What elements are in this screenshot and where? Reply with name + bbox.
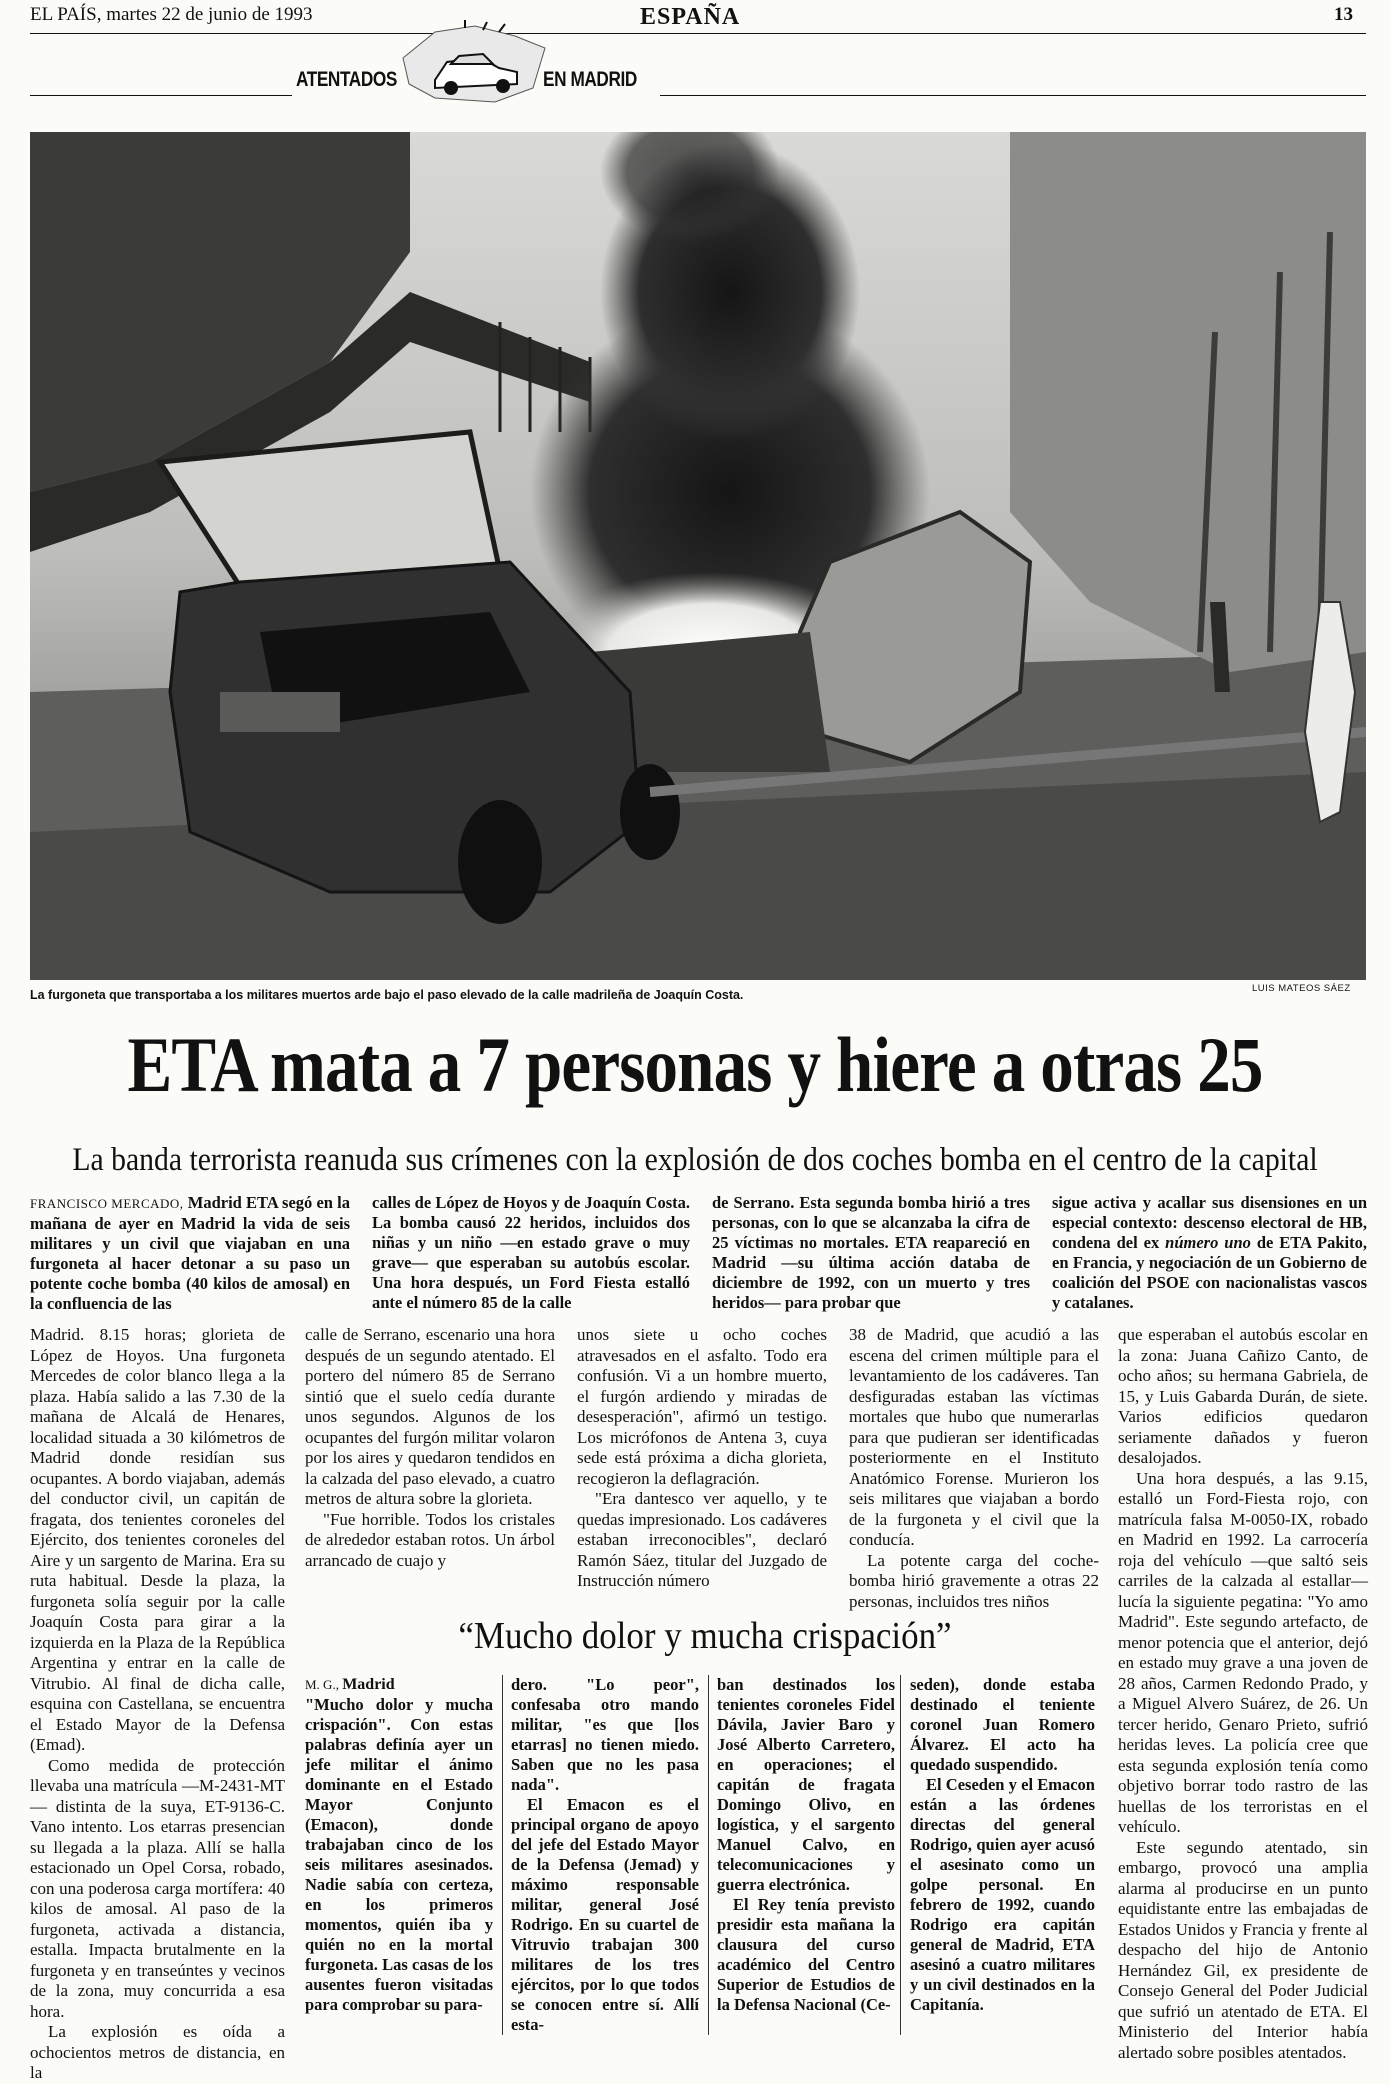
- body-column-4: [849, 1325, 1099, 1612]
- lead-column-4: [1052, 1193, 1367, 1313]
- column-rule: [900, 1675, 901, 2035]
- body-paragraph: "Era dantesco ver aquello, y te quedas impresionado. Los cadáveres estaban irreconocibles", declaró Ramón Sáez, titular del Juzgado de Instrucción número: [577, 1489, 827, 1590]
- byline-place: Madrid: [187, 1193, 242, 1212]
- lead-column-2: calles de López de Hoyos y de Joaquín Costa. La bomba causó 22 heridos, incluidos dos niñas y un niño —en estado grave o muy grave— que esperaban su autobús escolar. Una hora después, un Ford Fiesta estalló ante el número 85 de la calle: [372, 1193, 690, 1312]
- body-paragraph: 38 de Madrid, que acudió a las escena del crimen múltiple para el levantamiento de los cadáveres. Tan desfiguradas estaban las víctimas mortales que hubo que numerarlas para que pudieran ser identificadas posteriormente en el Instituto Anatómico Forense. Murieron los seis militares que viajaban a bordo de la furgoneta y el civil que la conducía.: [849, 1325, 1099, 1549]
- sidebar-paragraph: seden), donde estaba destinado el teniente coronel Juan Romero Álvarez. El acto ha quedado suspendido.: [910, 1675, 1095, 1774]
- lead-column-1: [30, 1193, 350, 1314]
- byline-author: FRANCISCO MERCADO,: [30, 1196, 184, 1211]
- explosion-scene-illustration: [30, 132, 1366, 980]
- body-paragraph: La explosión es oída a ochocientos metros de distancia, en la: [30, 2022, 285, 2082]
- body-paragraph: unos siete u ocho coches atravesados en el asfalto. Todo era confusión. Vi a un hombre muerto, el furgón ardiendo y miradas de desesperación", afirmó un testigo. Los micrófonos de Antena 3, cuya sede está próxima a dicha glorieta, recogieron la deflagración.: [577, 1325, 827, 1488]
- body-paragraph: "Fue horrible. Todos los cristales de alrededor estaban rotos. Un árbol arrancado de cuajo y: [305, 1509, 555, 1570]
- body-paragraph: La potente carga del coche-bomba hirió gravemente a otras 22 personas, incluidos tres niños: [849, 1550, 1099, 1611]
- main-photo: [30, 132, 1366, 980]
- lead-text-4a: sigue activa y acallar sus disensiones en un especial contexto: descenso electoral de HB, condena del ex: [1052, 1193, 1367, 1252]
- sidebar-column-1: [305, 1675, 493, 2015]
- lead-text-1: ETA segó en la mañana de ayer en Madrid la vida de seis militares y un civil que viajaban en una furgoneta al hacer detonar a su paso un potente coche bomba (40 kilos de amosal) en la confluencia de las: [30, 1193, 351, 1313]
- section-rule-right: [660, 95, 1366, 96]
- body-column-5: [1118, 1325, 1368, 2063]
- body-paragraph: Una hora después, a las 9.15, estalló un Ford-Fiesta rojo, con matrícula falsa M-0050-IX, robado en Madrid en 1992. La carrocería roja del vehículo —que saltó seis carriles de la calzada al estallar— lucía la siguiente pegatina: "Yo amo Madrid". Este segundo artefacto, de menor potencia que el anterior, dejó en estado muy grave a una joven de 28 años, Carmen Redondo Prado, y a Miguel Alvero Suárez, de 26. Un tercer herido, Genaro Prieto, sufrió heridas leves. La policía cree que esta segunda explosión tenía como objetivo borrar todo rastro de las huellas de los terroristas en el vehículo.: [1118, 1468, 1368, 1836]
- sidebar-byline-author: M. G.,: [305, 1677, 339, 1692]
- sidebar-byline: [305, 1675, 493, 1695]
- body-paragraph: que esperaban el autobús escolar en la zona: Juana Cañizo Canto, de ocho años; su hermana Gabriela, de 15, y Luis Gabarda Durán, de siete. Varios edificios quedaron seriamente dañados y fueron desalojados.: [1118, 1325, 1368, 1467]
- sidebar-paragraph: El Emacon es el principal organo de apoyo del jefe del Estado Mayor de la Defensa (Jemad) y máximo responsable militar, general José Rodrigo. En su cuartel de Vitruvio trabajan 300 militares de los tres ejércitos, por lo que todos se conocen entre sí. Allí esta-: [511, 1795, 699, 2034]
- sidebar-paragraph: dero. "Lo peor", confesaba otro mando militar, "es que [los etarras] no tienen miedo. Saben que no les pasa nada".: [511, 1675, 699, 1794]
- sidebar-title: “Mucho dolor y mucha crispación”: [458, 1615, 952, 1657]
- body-paragraph: Este segundo atentado, sin embargo, provocó una amplia alarma al producirse en un punto equidistante entre las embajadas de Estados Unidos y Francia y frente al despacho del hijo de Antonio Hernández Gil, ex presidente de Consejo General del Poder Judicial que sufrió un atentado de ETA. El Ministerio del Interior había alertado sobre posibles atentados.: [1118, 1837, 1368, 2062]
- section-tag-right: EN MADRID: [543, 68, 637, 91]
- section-rule-left: [30, 95, 292, 96]
- body-paragraph: Madrid. 8.15 horas; glorieta de López de Hoyos. Una furgoneta Mercedes de color blanco llega a la plaza. Había salido a las 7.30 de la mañana de Alcalá de Henares, localidad situada a 30 kilómetros de Madrid donde residían sus ocupantes. A bordo viajaban, además del conductor civil, un capitán de fragata, dos tenientes coroneles del Ejército, dos tenientes coroneles del Aire y un sargento de Marina. Era su ruta habitual. Desde la plaza, la furgoneta solía seguir por la calle Joaquín Costa para girar a la izquierda en la Plaza de la República Argentina y entrar en la calle de Vitrubio. Al final de dicha calle, esquina con Castellana, se encuentra el Estado Mayor de la Defensa (Emad).: [30, 1325, 285, 1754]
- sidebar-column-4: [910, 1675, 1095, 2015]
- section-tag-left: ATENTADOS: [296, 68, 397, 91]
- sidebar-paragraph: "Mucho dolor y mucha crispación". Con estas palabras definía ayer un jefe militar el ánimo dominante en el Estado Mayor Conjunto (Emacon), donde trabajaban cinco de los seis militares asesinados. Nadie sabía con certeza, en los primeros momentos, quién iba y quién no en la mortal furgoneta. Las casas de los ausentes fueron visitadas para comprobar su para-: [305, 1695, 493, 2014]
- column-rule: [708, 1675, 709, 2035]
- column-rule: [502, 1675, 503, 2035]
- sidebar-column-2: [511, 1675, 699, 2035]
- body-paragraph: Como medida de protección llevaba una matrícula —M-2431-MT— distinta de la suya, ET-9136-C. Vano intento. Los etarras presencian su llegada a la plaza. Allí se halla estacionado un Opel Corsa, robado, con una poderosa carga mortífera: 40 kilos de amosal. Al paso de la furgoneta, activada a distancia, estalla. Impacta brutalmente en la furgoneta y en transeúntes y vecinos de la zona, muy concurrida a esa hora.: [30, 1755, 285, 2021]
- sidebar-paragraph: El Rey tenía previsto presidir esta mañana la clausura del curso académico del Centro Superior de Estudios de la Defensa Nacional (Ce-: [717, 1895, 895, 2014]
- sidebar-byline-place: Madrid: [342, 1676, 395, 1693]
- sidebar-paragraph: ban destinados los tenientes coroneles Fidel Dávila, Javier Baro y José Alberto Carretero, en operaciones; el capitán de fragata Domingo Olivo, en logística, y el sargento Manuel Calvo, en telecomunicaciones y guerra electrónica.: [717, 1675, 895, 1894]
- body-column-2: [305, 1325, 555, 1571]
- lead-text-4-em: número uno: [1165, 1233, 1251, 1252]
- lead-text-4b: de ETA Pakito, en Francia, y negociación de un Gobierno de coalición del PSOE con nacionalistas vascos y catalanes.: [1052, 1233, 1367, 1312]
- sidebar-paragraph: El Ceseden y el Emacon están a las órdenes directas del general Rodrigo, quien ayer acusó el asesinato como un golpe personal. En febrero de 1992, cuando Rodrigo era capitán general de Madrid, ETA asesinó a cuatro militares y un civil destinados en la Capitanía.: [910, 1775, 1095, 2014]
- masthead-date: EL PAÍS, martes 22 de junio de 1993: [30, 4, 313, 25]
- lead-column-3: de Serrano. Esta segunda bomba hirió a tres personas, con lo que se alcanzaba la cifra de 25 víctimas no mortales. ETA reapareció en Madrid —su última acción databa de diciembre de 1992, con un muerto y tres heridos— para probar que: [712, 1193, 1030, 1312]
- headline: ETA mata a 7 personas y hiere a otras 25: [127, 1021, 1263, 1108]
- masthead-section: ESPAÑA: [640, 4, 741, 30]
- photo-caption: La furgoneta que transportaba a los militares muertos arde bajo el paso elevado de la calle madrileña de Joaquín Costa.: [30, 988, 744, 1002]
- car-illustration-icon: [395, 18, 555, 110]
- body-column-1: [30, 1325, 285, 2084]
- photo-credit: LUIS MATEOS SÁEZ: [1252, 983, 1351, 994]
- sidebar-column-3: [717, 1675, 895, 2015]
- body-paragraph: calle de Serrano, escenario una hora después de un segundo atentado. El portero del número 85 de Serrano sintió que el suelo cedía durante unos segundos. Algunos de los ocupantes del furgón militar volaron por los aires y quedaron tendidos en la calzada del paso elevado, a cuatro metros de altura sobre la glorieta.: [305, 1325, 555, 1508]
- top-rule: [30, 33, 1366, 34]
- page-number: 13: [1334, 4, 1353, 25]
- subheadline: La banda terrorista reanuda sus crímenes con la explosión de dos coches bomba en el centro de la capital: [72, 1142, 1318, 1178]
- body-column-3: [577, 1325, 827, 1592]
